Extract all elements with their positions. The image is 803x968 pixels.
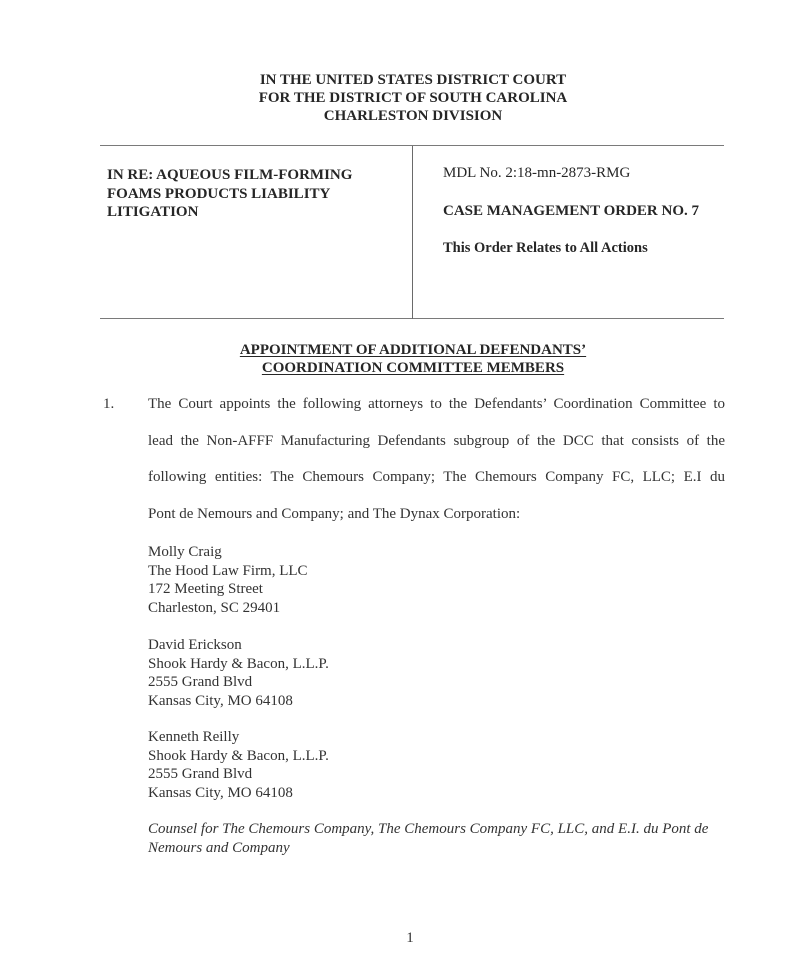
attorney-firm: Shook Hardy & Bacon, L.L.P. [148,747,329,764]
section-title-line: APPOINTMENT OF ADDITIONAL DEFENDANTS’ [239,342,587,358]
attorney-firm: The Hood Law Firm, LLC [148,562,308,579]
court-heading-line: IN THE UNITED STATES DISTRICT COURT [259,72,567,88]
mdl-number: MDL No. 2:18-mn-2873-RMG [443,165,631,181]
relates-to: This Order Relates to All Actions [443,240,648,256]
paragraph-line: lead the Non-AFFF Manufacturing Defendants subgroup of the DCC that consists of the [148,433,725,449]
attorney-city: Kansas City, MO 64108 [148,692,293,709]
attorney-name: Molly Craig [148,544,222,560]
order-title: CASE MANAGEMENT ORDER NO. 7 [443,203,699,219]
page-number: 1 [406,930,414,946]
case-name [107,166,407,222]
attorney-block [148,543,308,617]
attorney-block [148,636,329,710]
paragraph-line: The Court appoints the following attorneys to the Defendants’ Coordination Committee to [148,396,725,412]
court-heading-line: CHARLESTON DIVISION [323,108,503,124]
section-title-line: COORDINATION COMMITTEE MEMBERS [261,360,565,376]
paragraph-line: following entities: The Chemours Company; The Chemours Company FC, LLC; E.I du [148,469,725,485]
case-name-line: FOAMS PRODUCTS LIABILITY [107,185,331,202]
attorney-street: 2555 Grand Blvd [148,674,253,690]
attorney-block [148,728,329,802]
attorney-street: 2555 Grand Blvd [148,766,253,782]
counsel-for: Counsel for The Chemours Company, The Chemours Company FC, LLC, and E.I. du Pont de Nemours and Company [148,821,709,856]
paragraph-line: Pont de Nemours and Company; and The Dynax Corporation: [148,506,521,522]
section-title [0,341,803,377]
paragraph-number: 1. [103,396,115,412]
caption-divider [412,146,413,319]
attorney-street: 172 Meeting Street [148,581,263,597]
attorney-city: Charleston, SC 29401 [148,599,281,616]
attorney-name: David Erickson [148,637,242,653]
case-name-line: IN RE: AQUEOUS FILM-FORMING [107,167,353,183]
court-heading [0,71,803,125]
case-name-line: LITIGATION [107,204,199,220]
attorney-city: Kansas City, MO 64108 [148,784,293,801]
attorney-name: Kenneth Reilly [148,729,240,745]
attorney-firm: Shook Hardy & Bacon, L.L.P. [148,655,329,672]
court-heading-line: FOR THE DISTRICT OF SOUTH CAROLINA [258,90,568,106]
